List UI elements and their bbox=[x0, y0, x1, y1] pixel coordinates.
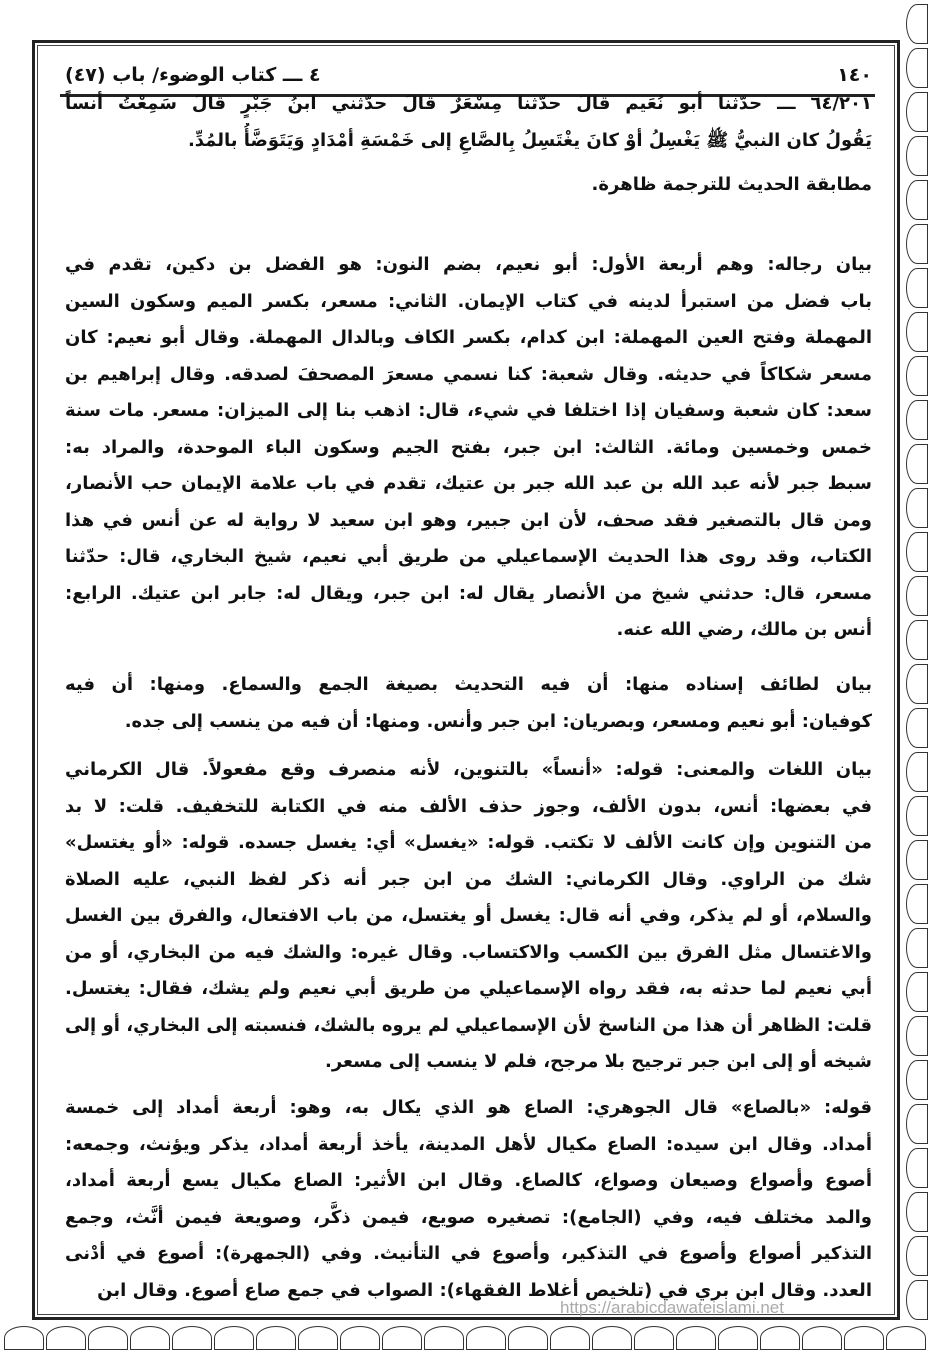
ornament-icon bbox=[634, 1326, 674, 1350]
ornament-icon bbox=[886, 1326, 926, 1350]
text-line: سبط جبر لأنه عبد الله بن عبد الله جبر بن عتيك، تقدم في باب علامة الإيمان حب الأنصار، bbox=[65, 473, 872, 494]
lughat-paragraph bbox=[65, 752, 872, 1081]
saa-paragraph bbox=[65, 1090, 872, 1309]
ornament-icon bbox=[424, 1326, 464, 1350]
ornament-icon bbox=[906, 664, 928, 704]
text-line: الكتاب، وقد روى هذا الحديث الإسماعيلي من طريق أبي نعيم، شيخ البخاري، قال: حدّثنا bbox=[65, 546, 872, 567]
ornament-icon bbox=[676, 1326, 716, 1350]
page-number: ١٤٠ bbox=[837, 64, 872, 86]
text-line: من التنوين وإن كانت الألف لا تكتب. قوله: «يغسل» أي: يغسل جسده. قوله: «أو يغتسل» bbox=[65, 832, 872, 853]
ornament-icon bbox=[906, 488, 928, 528]
text-line: أمداد. وقال ابن سيده: الصاع مكيال لأهل المدينة، يأخذ أربعة أمداد، يذكر ويؤنث، وجمعه: bbox=[65, 1133, 872, 1155]
text-line: في بعضها: أنس، بدون الألف، وجوز حذف الألف منه في الكتابة للتخفيف. قلت: لا بد bbox=[65, 795, 872, 817]
ornament-icon bbox=[906, 180, 928, 220]
ornament-icon bbox=[340, 1326, 380, 1350]
ornament-icon bbox=[906, 884, 928, 924]
ornament-icon bbox=[466, 1326, 506, 1350]
hadith-paragraph bbox=[65, 86, 872, 159]
ornament-icon bbox=[592, 1326, 632, 1350]
ornament-icon bbox=[906, 1060, 928, 1100]
text-line: والمد مختلف فيه، وفي (الجامع): تصغيره صويع، فيمن ذكَّر، وصويعة فيمن أنَّث، وجمع bbox=[65, 1206, 872, 1228]
text-line: قوله: «بالصاع» قال الجوهري: الصاع هو الذي يكال به، وهو: أربعة أمداد إلى خمسة bbox=[65, 1097, 872, 1118]
ornament-icon bbox=[906, 532, 928, 572]
ornament-icon bbox=[382, 1326, 422, 1350]
text-line: والسلام، أو لم يذكر، وفي أنه قال: يغسل أو يغتسل، من باب الافتعال، والفرق بين الغسل bbox=[65, 905, 872, 926]
text-line: بيان لطائف إسناده منها: أن فيه التحديث بصيغة الجمع والسماع. ومنها: أن فيه bbox=[65, 674, 872, 695]
ornament-icon bbox=[906, 796, 928, 836]
text-line: مسعر، قال: حدثني شيخ من الأنصار يقال له: ابن جبر، ويقال له: جابر ابن عتيك. الرابع: bbox=[65, 582, 872, 604]
ornament-icon bbox=[718, 1326, 758, 1350]
ornament-icon bbox=[760, 1326, 800, 1350]
ornament-icon bbox=[906, 840, 928, 880]
ornament-icon bbox=[906, 928, 928, 968]
text-line: شيخه أو إلى ابن جبر ترجيح بلا مرجح، فلم لا ينسب إلى مسعر. bbox=[324, 1051, 872, 1072]
ornament-icon bbox=[906, 1280, 928, 1320]
text-line: ٦٤/٢٠١ ـــ حدّثنا أبو نُعَيم قالَ حدّثنا مِسْعَرٌ قالَ حدّثني ابنُ جَبْرٍ قالَ سَمِعْتُ أنساً bbox=[65, 93, 872, 114]
ornament-icon bbox=[906, 708, 928, 748]
ornament-icon bbox=[906, 1016, 928, 1056]
text-line: ومن قال بالتصغير فقد صحف، لأن ابن جبير، وهو ابن سعيد لا رواية له عن أنس في هذا bbox=[65, 509, 872, 531]
ornamental-border-bottom bbox=[0, 1326, 934, 1352]
ornamental-border-right bbox=[906, 0, 934, 1330]
ornament-icon bbox=[508, 1326, 548, 1350]
text-line: باب فضل من استبرأ لدينه في كتاب الإيمان. الثاني: مسعر، بكسر الميم وسكون السين bbox=[65, 290, 872, 312]
text-line: قلت: الظاهر أن هذا من الناسخ لأن الإسماعيلي لم يروه بالشك، فنسبته إلى البخاري، أو إلى bbox=[65, 1014, 872, 1036]
text-line: مسعر شكاكاً في حديثه. وقال شعبة: كنا نسمي مسعرَ المصحفَ لصدقه. وقال إبراهيم بن bbox=[65, 363, 872, 385]
ornament-icon bbox=[906, 92, 928, 132]
ornament-icon bbox=[88, 1326, 128, 1350]
ornament-icon bbox=[906, 224, 928, 264]
text-line: بيان رجاله: وهم أربعة الأول: أبو نعيم، بضم النون: هو الفضل بن دكين، تقدم في bbox=[65, 254, 872, 275]
ornament-icon bbox=[550, 1326, 590, 1350]
text-line: المهملة وفتح العين المهملة: ابن كدام، بكسر الكاف وبالدال المهملة. وقال أبو نعيم: كان bbox=[65, 327, 872, 348]
ornament-icon bbox=[906, 136, 928, 176]
ornament-icon bbox=[844, 1326, 884, 1350]
ornament-icon bbox=[906, 312, 928, 352]
text-line: كوفيان: أبو نعيم ومسعر، وبصريان: ابن جبر وأنس. ومنها: أن فيه من ينسب إلى جده. bbox=[124, 710, 872, 732]
lataif-paragraph bbox=[65, 667, 872, 740]
ornament-icon bbox=[46, 1326, 86, 1350]
text-line: مطابقة الحديث للترجمة ظاهرة. bbox=[591, 174, 872, 195]
ornament-icon bbox=[130, 1326, 170, 1350]
ornament-icon bbox=[256, 1326, 296, 1350]
ornament-icon bbox=[906, 576, 928, 616]
ornament-icon bbox=[906, 620, 928, 660]
text-line: يَقُولُ كان النبيُّ ﷺ يَغْسِلُ أوْ كانَ يغْتَسِلُ بِالصَّاعِ إلى خَمْسَةِ أمْدَادٍ وَيَتَوَضَّأُ بالمُدِّ. bbox=[187, 129, 872, 151]
ornament-icon bbox=[906, 752, 928, 792]
ornament-icon bbox=[906, 1104, 928, 1144]
ornament-icon bbox=[906, 268, 928, 308]
text-line: أنس بن مالك، رضي الله عنه. bbox=[616, 619, 872, 640]
ornament-icon bbox=[906, 972, 928, 1012]
ornament-icon bbox=[906, 1148, 928, 1188]
text-line: والاغتسال مثل الفرق بين الكسب والاكتساب. وقال غيره: والشك فيه من البخاري، أو من bbox=[65, 941, 872, 963]
ornament-icon bbox=[906, 444, 928, 484]
ornament-icon bbox=[172, 1326, 212, 1350]
ornament-icon bbox=[906, 48, 928, 88]
ornament-icon bbox=[4, 1326, 44, 1350]
ornament-icon bbox=[906, 4, 928, 44]
mutabaqa-paragraph bbox=[65, 167, 872, 204]
text-line: العدد. وقال ابن بري في (تلخيص أغلاط الفقهاء): الصواب في جمع صاع أصوع. وقال ابن bbox=[97, 1279, 872, 1301]
ornament-icon bbox=[906, 400, 928, 440]
running-title: ٤ ـــ كتاب الوضوء/ باب (٤٧) bbox=[65, 64, 321, 86]
ornament-icon bbox=[906, 1192, 928, 1232]
ornament-icon bbox=[214, 1326, 254, 1350]
text-line: خمس وخمسين ومائة. الثالث: ابن جبر، بفتح الجيم وسكون الباء الموحدة، والمراد به: bbox=[65, 436, 872, 458]
text-line: أبي نعيم لما حدثه به، فقد رواه الإسماعيلي من طريق أبي نعيم ولم يشك، فقال: يغتسل. bbox=[65, 978, 872, 999]
ornament-icon bbox=[802, 1326, 842, 1350]
text-line: التذكير أصواع وأصوع في التذكير، وأصوع في التأنيث. وفي (الجمهرة): أصوع في أدْنى bbox=[65, 1243, 872, 1264]
text-line: بيان اللغات والمعنى: قوله: «أنساً» بالتنوين، لأنه منصرف وقع مفعولاً. قال الكرماني bbox=[65, 759, 872, 780]
text-line: أصوع وأصواع وصيعان وصواع، كالصاع. وقال ابن الأثير: الصاع مكيال يسع أربعة أمداد، bbox=[65, 1170, 872, 1191]
ornament-icon bbox=[906, 356, 928, 396]
text-line: شك من الراوي. وقال الكرماني: الشك من ابن جبر أنه ذكر لفظ النبي، عليه الصلاة bbox=[65, 868, 872, 890]
ornament-icon bbox=[906, 1236, 928, 1276]
text-line: سعد: كان شعبة وسفيان إذا اختلفا في شيء، قال: اذهب بنا إلى الميزان: مسعر. مات سنة bbox=[65, 400, 872, 421]
watermark-url: https://arabicdawateislami.net bbox=[560, 1298, 784, 1317]
ornament-icon bbox=[298, 1326, 338, 1350]
rijal-paragraph bbox=[65, 247, 872, 649]
